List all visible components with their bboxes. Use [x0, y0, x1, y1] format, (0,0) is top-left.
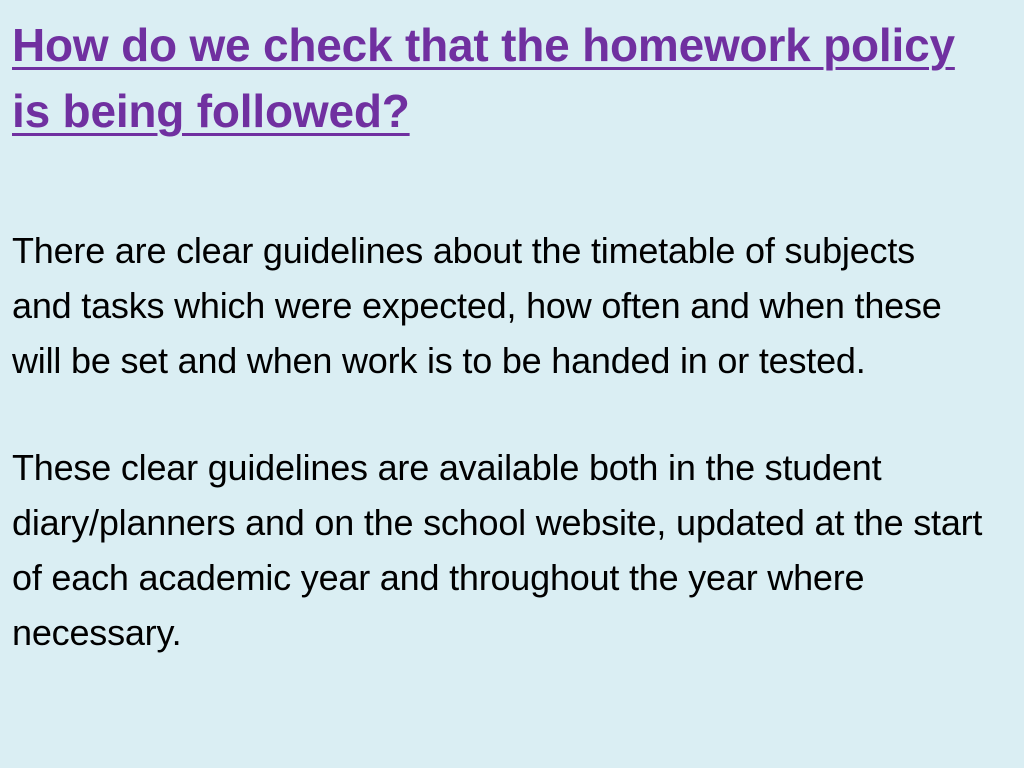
paragraph-availability: These clear guidelines are available both in the student diary/planners and on the school website, updated at the start of each academic year and throughout the year where necessary.: [12, 447, 983, 653]
slide-title: How do we check that the homework policy is being followed?: [12, 19, 955, 137]
paragraph-guidelines: There are clear guidelines about the timetable of subjects and tasks which were expected, how often and when these will be set and when work is to be handed in or tested.: [12, 230, 942, 381]
